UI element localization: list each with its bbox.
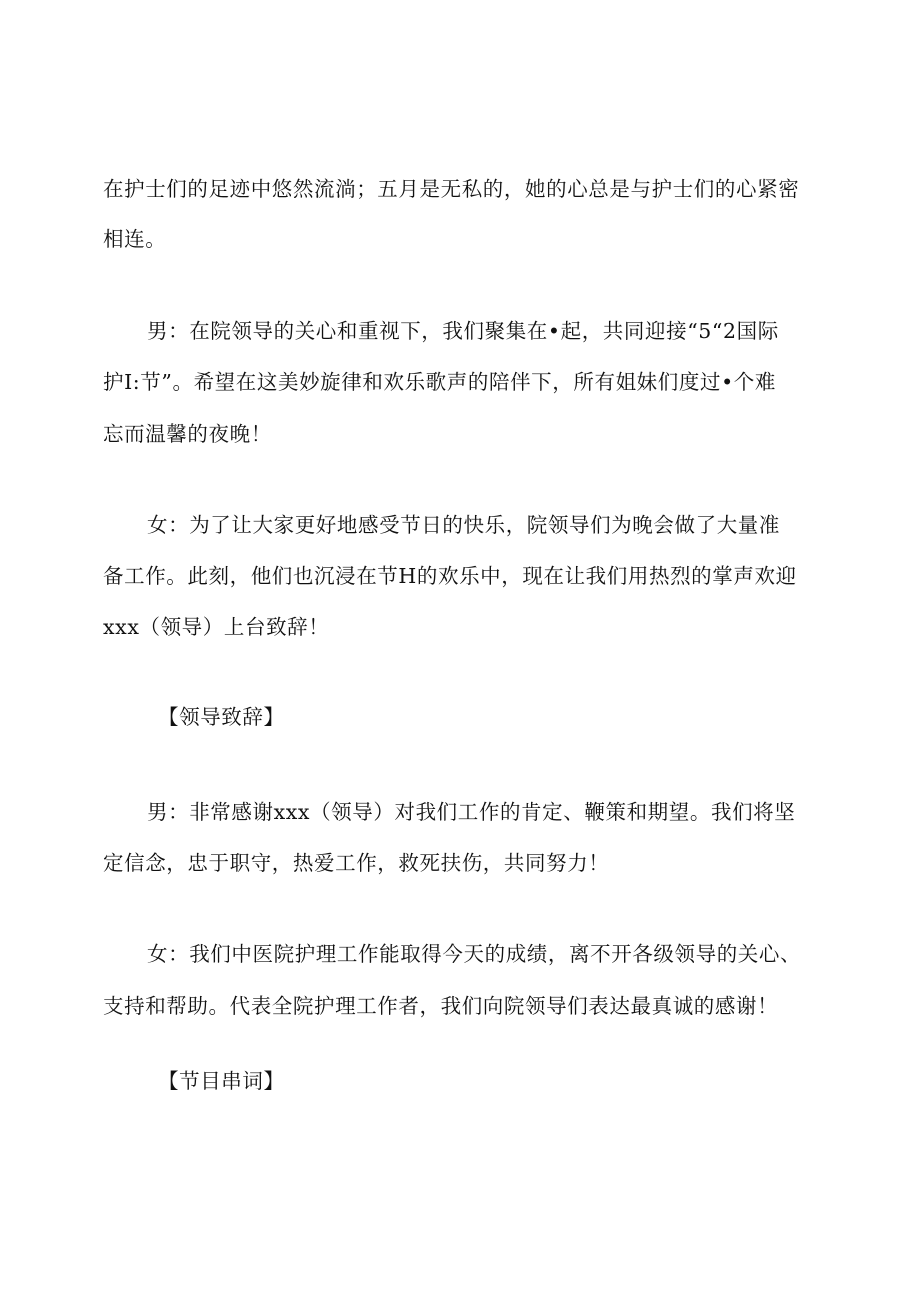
paragraph-2-line-1: 男：在院领导的关心和重视下，我们聚集在•起，共同迎接“5“2国际 [147, 319, 779, 343]
paragraph-2-line-3: 忘而温馨的夜晚！ [103, 422, 272, 446]
paragraph-5-line-2: 支持和帮助。代表全院护理工作者，我们向院领导们表达最真诚的感谢！ [103, 994, 779, 1018]
paragraph-5-line-1: 女：我们中医院护理工作能取得今天的成绩，离不开各级领导的关心、 [147, 942, 802, 966]
paragraph-1-line-2: 相连。 [103, 227, 167, 251]
paragraph-3-line-2: 备工作。此刻，他们也沉浸在节H的欢乐中，现在让我们用热烈的掌声欢迎 [103, 564, 797, 588]
section-heading-leader-speech: 【领导致辞】 [158, 705, 285, 729]
paragraph-4-line-2: 定信念，忠于职守，热爱工作，救死扶伤，共同努力！ [103, 851, 610, 875]
section-heading-program-script: 【节目串词】 [158, 1069, 285, 1093]
paragraph-2-line-2: 护I:节”。希望在这美妙旋律和欢乐歌声的陪伴下，所有姐妹们度过•个难 [103, 370, 776, 394]
paragraph-1-line-1: 在护士们的足迹中悠然流淌；五月是无私的，她的心总是与护士们的心紧密 [103, 177, 800, 201]
paragraph-3-line-3: xxx（领导）上台致辞！ [103, 615, 330, 639]
paragraph-4-line-1: 男：非常感谢xxx（领导）对我们工作的肯定、鞭策和期望。我们将坚 [147, 800, 796, 824]
paragraph-3-line-1: 女：为了让大家更好地感受节日的快乐，院领导们为晚会做了大量准 [147, 513, 780, 537]
